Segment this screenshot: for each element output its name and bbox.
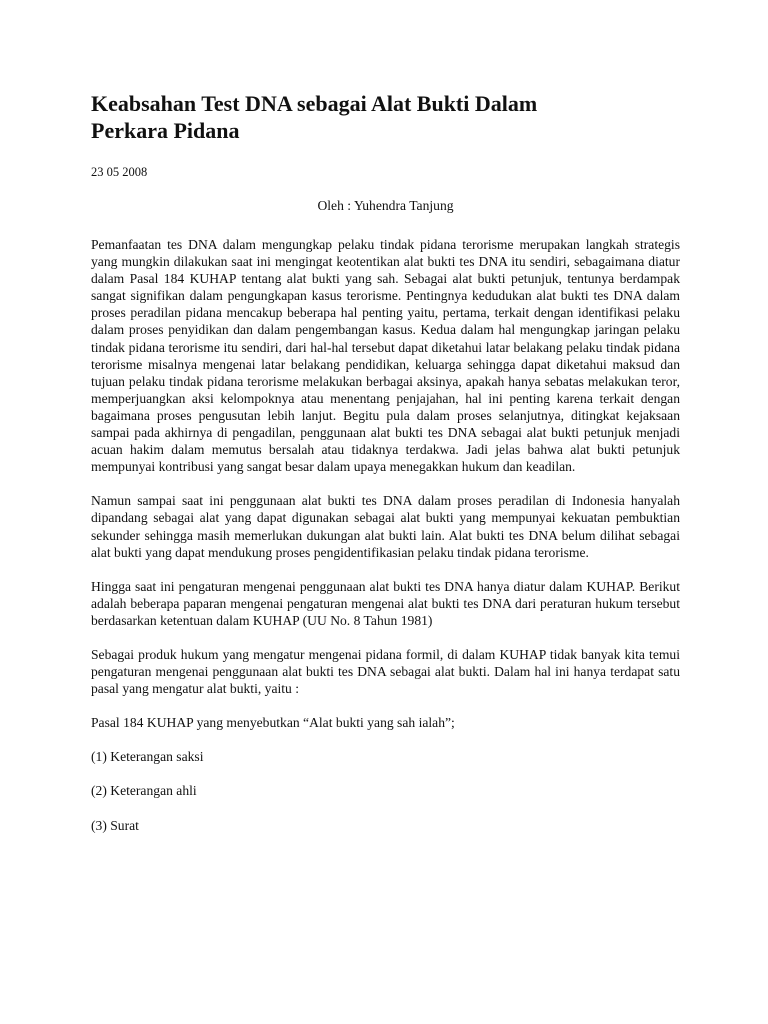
paragraph-3: Hingga saat ini pengaturan mengenai penggunaan alat bukti tes DNA hanya diatur dalam KUHAP. Berikut adalah beberapa paparan mengenai pengaturan mengenai alat bukti tes DNA dari peraturan hukum tersebut berdasarkan ketentuan dalam KUHAP (UU No. 8 Tahun 1981) — [91, 578, 680, 628]
list-item-3: (3) Surat — [91, 817, 139, 833]
paragraph-4: Sebagai produk hukum yang mengatur mengenai pidana formil, di dalam KUHAP tidak banyak kita temui pengaturan mengenai penggunaan alat bukti tes DNA sebagai alat bukti. Dalam hal ini hanya terdapat satu pasal yang mengatur alat bukti, yaitu : — [91, 646, 680, 697]
list-item-1: (1) Keterangan saksi — [91, 749, 204, 765]
document-author: Oleh : Yuhendra Tanjung — [317, 198, 454, 213]
document-date: 23 05 2008 — [91, 165, 148, 179]
paragraph-5: Pasal 184 KUHAP yang menyebutkan “Alat bukti yang sah ialah”; — [91, 715, 455, 731]
paragraph-1: Pemanfaatan tes DNA dalam mengungkap pelaku tindak pidana terorisme merupakan langkah strategis yang mungkin dilakukan saat ini mengingat keotentikan alat bukti tes DNA itu sendiri, sebagaimana diatur dalam Pasal 184 KUHAP tentang alat bukti yang sah. Sebagai alat bukti petunjuk, tentunya berdampak sangat signifikan dalam pengungkapan kasus terorisme. Pentingnya kedudukan alat bukti tes DNA dalam proses peradilan pidana mencakup beberapa hal penting yaitu, pertama, terkait dengan identifikasi pelaku dalam proses penyidikan dan dalam pengembangan kasus. Kedua dalam hal mengungkap jaringan pelaku tindak pidana terorisme itu sendiri, dari hal-hal tersebut dapat diketahui latar belakang pelaku tindak pidana terorisme misalnya mengenai latar belakang pendidikan, keluarga sehingga dapat diketahui maksud dan tujuan pelaku tindak pidana terorisme melakukan berbagai aksinya, apakah hanya sebatas melakukan teror, memperjuangkan aksi kelompoknya atau menentang penjajahan, hal ini penting karena terkait dengan bagaimana proses pengusutan lebih lanjut. Begitu pula dalam proses selanjutnya, ditingkat kejaksaan sampai pada akhirnya di pengadilan, penggunaan alat bukti tes DNA sebagai alat bukti petunjuk menjadi acuan hakim dalam memutus bersalah atau tidaknya terdakwa. Jadi jelas bahwa alat bukti petunjuk mempunyai kontribusi yang sangat besar dalam upaya menegakkan hukum dan keadilan. — [91, 237, 680, 475]
document-title: Keabsahan Test DNA sebagai Alat Bukti Dalam Perkara Pidana — [91, 91, 538, 143]
document-page — [91, 90, 680, 834]
paragraph-2: Namun sampai saat ini penggunaan alat bukti tes DNA dalam proses peradilan di Indonesia hanyalah dipandang sebagai alat yang dapat digunakan sebagai alat bukti yang mempunyai kekuatan pembuktian sekunder sehingga masih memerlukan dukungan alat bukti lain. Alat bukti tes DNA belum dilihat sebagai alat bukti yang dapat mendukung proses pengidentifikasian pelaku tindak pidana terorisme. — [91, 493, 680, 560]
list-item-2: (2) Keterangan ahli — [91, 783, 197, 799]
